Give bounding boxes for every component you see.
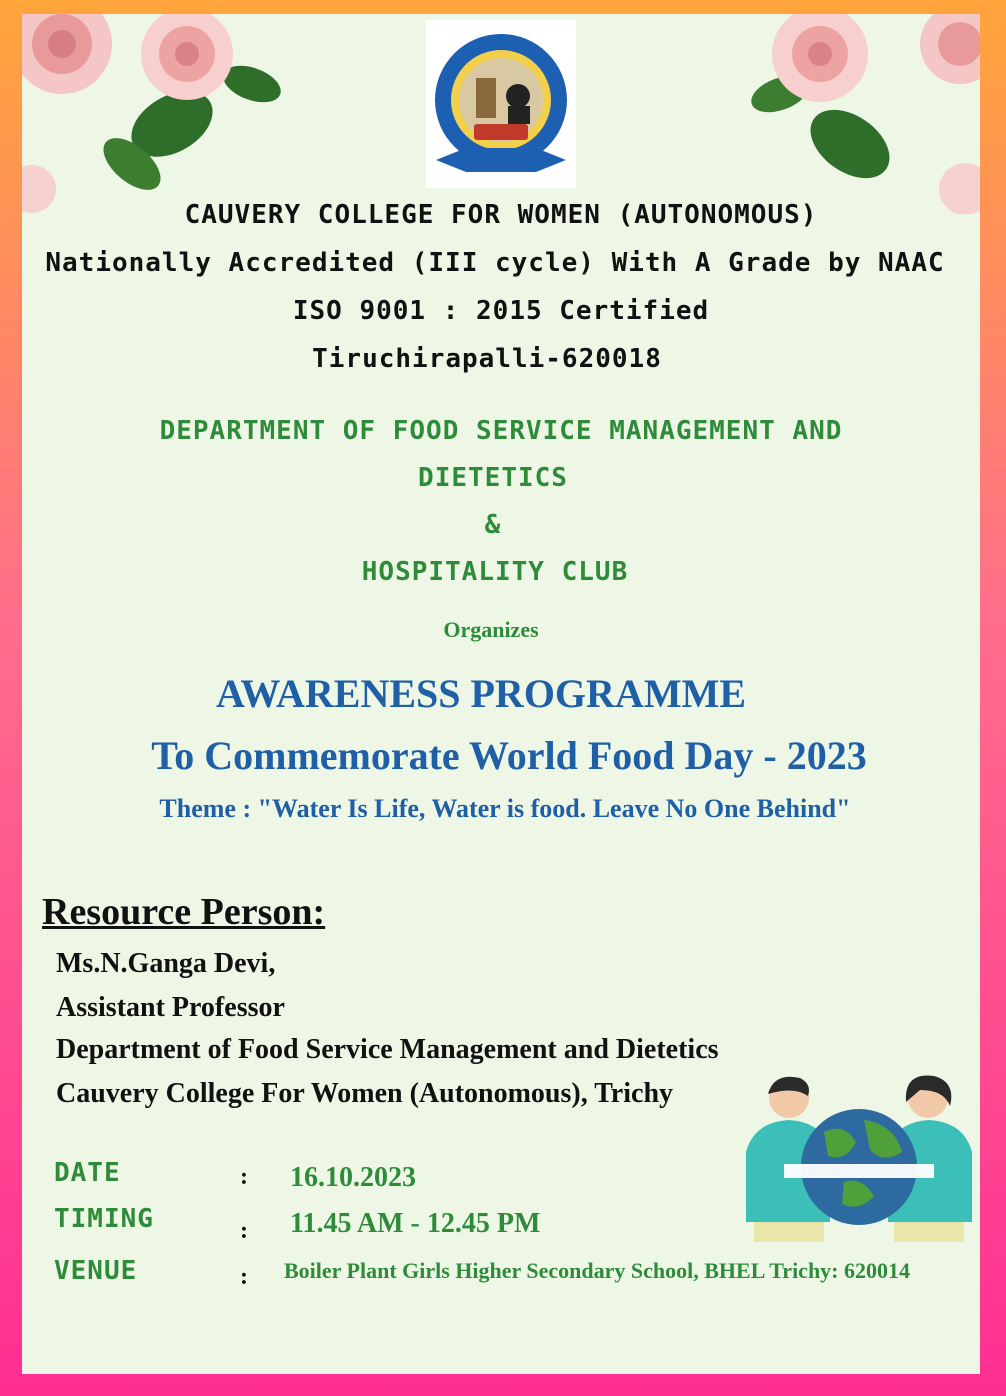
college-name: CAUVERY COLLEGE FOR WOMEN (AUTONOMOUS) — [184, 200, 818, 230]
ampersand: & — [484, 510, 502, 540]
event-title: AWARENESS PROGRAMME — [215, 671, 747, 716]
event-theme: Theme : "Water Is Life, Water is food. Leave No One Behind" — [159, 794, 851, 823]
date-label: DATE — [54, 1158, 121, 1188]
resource-person-name: Ms.N.Ganga Devi, — [56, 948, 276, 979]
date-colon: : — [240, 1164, 248, 1190]
poster — [22, 14, 980, 1374]
timing-value: 11.45 AM - 12.45 PM — [290, 1208, 541, 1239]
timing-colon: : — [240, 1218, 248, 1244]
department-line2: DIETETICS — [418, 463, 568, 493]
date-value: 16.10.2023 — [290, 1162, 416, 1193]
resource-person-designation: Assistant Professor — [56, 992, 285, 1023]
rose-flowers-decoration-right — [740, 14, 980, 214]
resource-person-department: Department of Food Service Management and Dietetics — [56, 1034, 719, 1065]
college-logo-icon — [426, 20, 576, 188]
resource-person-heading: Resource Person: — [42, 891, 326, 933]
venue-label: VENUE — [54, 1256, 138, 1286]
venue-colon: : — [240, 1264, 248, 1290]
event-subtitle: To Commemorate World Food Day - 2023 — [151, 733, 867, 778]
college-iso: ISO 9001 : 2015 Certified — [292, 296, 710, 326]
college-logo — [426, 20, 576, 188]
venue-value: Boiler Plant Girls Higher Secondary School, BHEL Trichy: 620014 — [284, 1258, 911, 1283]
timing-label: TIMING — [54, 1204, 154, 1234]
resource-person-institution: Cauvery College For Women (Autonomous), Trichy — [56, 1078, 674, 1109]
college-location: Tiruchirapalli-620018 — [312, 344, 662, 374]
rose-flowers-decoration-left — [22, 14, 282, 214]
organizes-label: Organizes — [443, 617, 539, 642]
hospitality-club: HOSPITALITY CLUB — [361, 557, 629, 587]
department-line1: DEPARTMENT OF FOOD SERVICE MANAGEMENT AND — [159, 416, 843, 446]
college-accreditation: Nationally Accredited (III cycle) With A Grade by NAAC — [45, 248, 945, 278]
globe-people-illustration — [744, 1072, 974, 1242]
